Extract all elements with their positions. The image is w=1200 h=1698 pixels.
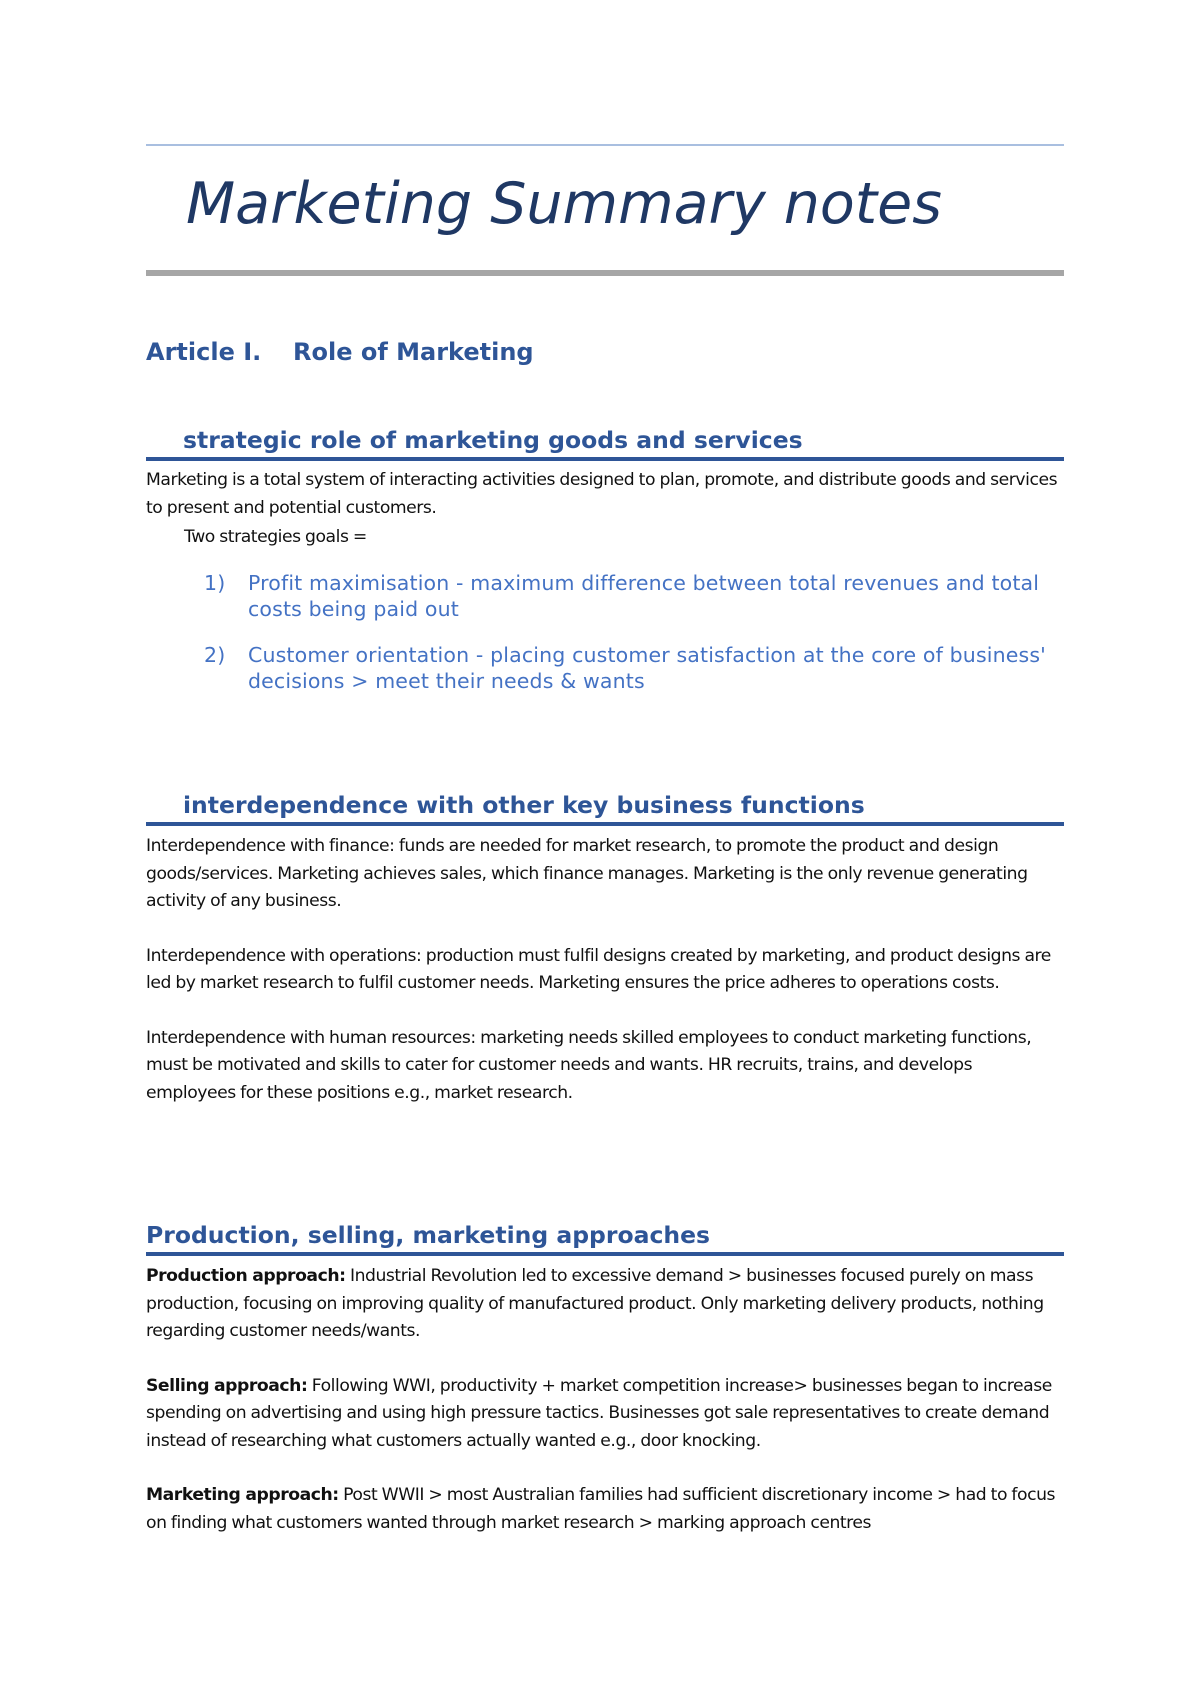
strategies-intro: Two strategies goals = [184, 527, 367, 547]
list-item [146, 570, 1064, 622]
paragraph: Marketing is a total system of interacting activities designed to plan, promote, and distribute goods and services to present and potential customers. [146, 470, 1058, 518]
paragraph: Interdependence with operations: production must fulfil designs created by marketing, and product designs are led by market research to fulfil customer needs. Marketing ensures the price adheres to operations costs. [146, 945, 1051, 993]
article-title: Role of Marketing [293, 338, 534, 366]
article-heading [146, 336, 534, 368]
document-page [146, 0, 1064, 1698]
paragraph-text: Post WWII > most Australian families had sufficient discretionary income > had to focus on finding what customers wanted through market research > marking approach centres [146, 1485, 1056, 1533]
list-item [146, 642, 1064, 694]
title-top-rule [146, 144, 1064, 146]
list-item-text: Profit maximisation - maximum difference between total revenues and total costs being paid out [248, 571, 1040, 621]
title-bottom-rule [146, 270, 1064, 276]
list-item-number: 2) [204, 643, 226, 667]
list-item-number: 1) [204, 571, 226, 595]
paragraph: Interdependence with finance: funds are needed for market research, to promote the product and design goods/services. Marketing achieves sales, which finance manages. Marketing is the only revenue generating activity of any business. [146, 836, 1028, 911]
paragraph [146, 1482, 1064, 1537]
paragraph-text: Following WWI, productivity + market competition increase> businesses began to increase spending on advertising and using high pressure tactics. Businesses got sale representatives to create demand instead of researching what customers actually wanted e.g., door knocking. [146, 1375, 1052, 1451]
section-heading-strategic-role: strategic role of marketing goods and services [146, 424, 1064, 461]
paragraph-label: Production approach: [146, 1266, 346, 1286]
paragraph-text: Industrial Revolution led to excessive demand > businesses focused purely on mass production, focusing on improving quality of manufactured product. Only marketing delivery products, nothing regarding customer needs/wants. [146, 1266, 1044, 1341]
section-strategic-role-body [146, 467, 1064, 522]
paragraph-label: Selling approach: [146, 1375, 308, 1396]
section-approaches-body [146, 1263, 1064, 1537]
document-title: Marketing Summary notes [186, 171, 942, 237]
paragraph [146, 1263, 1064, 1346]
section-interdependence-body [146, 833, 1064, 1107]
section-heading-interdependence: interdependence with other key business functions [146, 789, 1064, 826]
paragraph: Interdependence with human resources: marketing needs skilled employees to conduct marketing functions, must be motivated and skills to cater for customer needs and wants. HR recruits, trains, and develops employees for these positions e.g., market research. [146, 1027, 1032, 1103]
section-heading-approaches: Production, selling, marketing approaches [146, 1219, 1064, 1256]
article-number: Article I. [146, 338, 262, 366]
paragraph [146, 1373, 1064, 1456]
list-item-text: Customer orientation - placing customer satisfaction at the core of business' decisions > meet their needs & wants [248, 643, 1046, 693]
strategy-goals-list [146, 570, 1064, 694]
paragraph-label: Marketing approach: [146, 1485, 339, 1505]
